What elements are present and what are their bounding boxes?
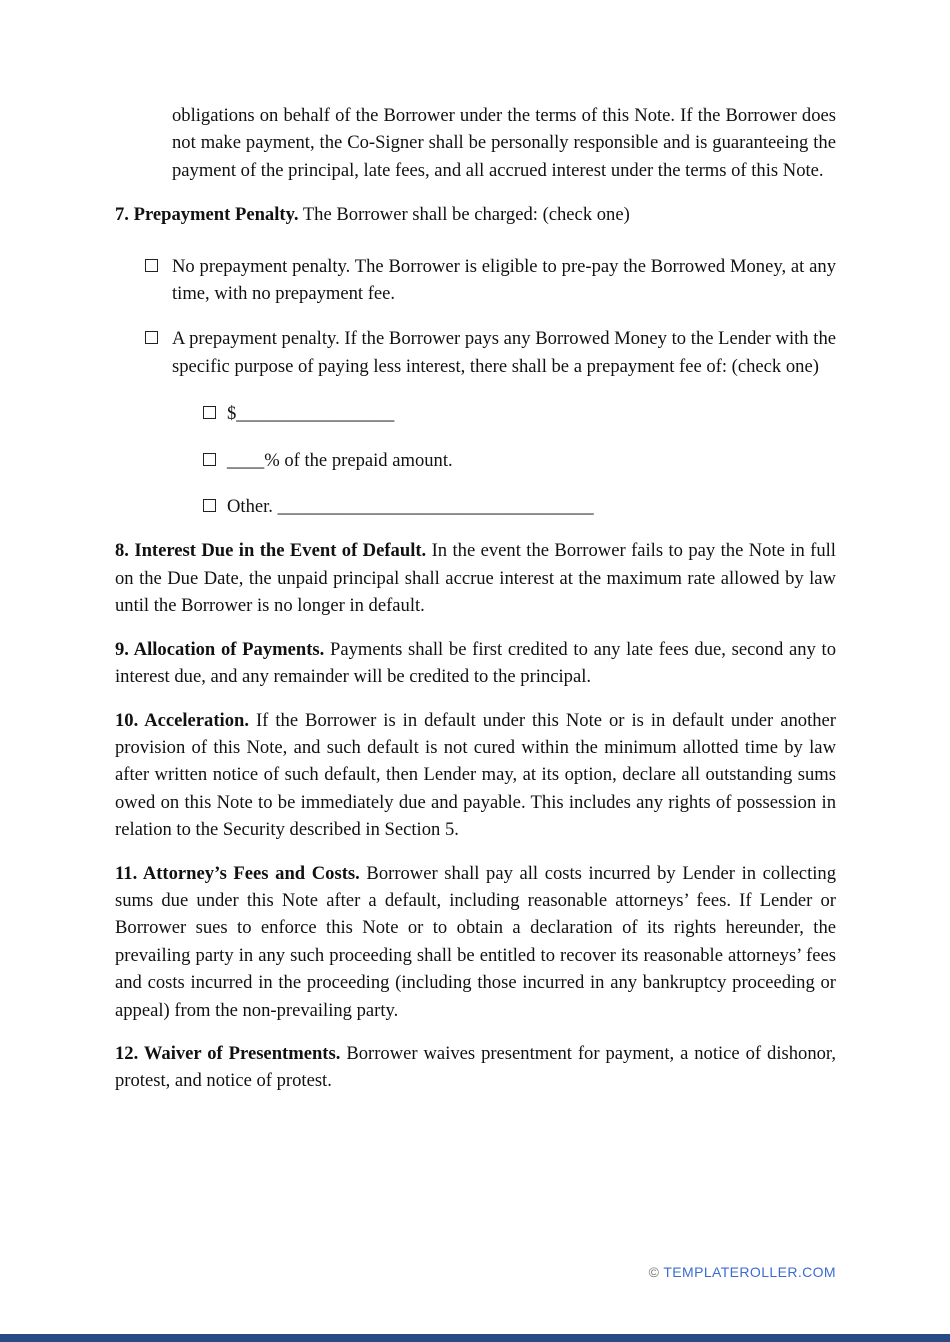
checkbox-icon[interactable] bbox=[203, 453, 216, 466]
copyright-symbol: © bbox=[648, 1264, 660, 1280]
intro-paragraph: obligations on behalf of the Borrower under the terms of this Note. If the Borrower does not make payment, the Co-Signer shall be personally responsible and is guaranteeing the payment of the principal, late fees, and all accrued interest under the terms of this Note. bbox=[172, 105, 836, 181]
templateroller-link[interactable]: TEMPLATEROLLER.COM bbox=[663, 1264, 836, 1280]
section-10-text: If the Borrower is in default under this Note or is in default under another provision of this Note, and such default is not cured within the minimum allotted time by law after written notice of such default, then Lender may, at its option, declare all outstanding sums owed on this Note to be immediately due and payable. This includes any rights of possession in relation to the Security described in Section 5. bbox=[115, 709, 836, 841]
prepayment-option-penalty[interactable] bbox=[115, 325, 836, 380]
section-11-text: Borrower shall pay all costs incurred by Lender in collecting sums due under this Note after a default, including reasonable attorneys’ fees. If Lender or Borrower sues to enforce this Note or to obtain a declaration of its rights hereunder, the prevailing party in any such proceeding shall be entitled to recover its reasonable attorneys’ fees and costs incurred in the proceeding (including those incurred in any bankruptcy proceeding or appeal) from the non-prevailing party. bbox=[115, 862, 836, 1021]
section-11-heading: 11. Attorney’s Fees and Costs. bbox=[115, 862, 360, 884]
fee-option-dollar-label[interactable]: $_________________ bbox=[227, 403, 395, 425]
checkbox-icon[interactable] bbox=[203, 499, 216, 512]
section-9-heading: 9. Allocation of Payments. bbox=[115, 638, 325, 660]
section-10-heading: 10. Acceleration. bbox=[115, 709, 249, 731]
section-8-paragraph bbox=[115, 537, 836, 619]
section-10-paragraph bbox=[115, 707, 836, 844]
section-12-heading: 12. Waiver of Presentments. bbox=[115, 1042, 341, 1064]
checkbox-icon[interactable] bbox=[145, 331, 158, 344]
bottom-bar bbox=[0, 1334, 950, 1342]
checkbox-icon[interactable] bbox=[145, 259, 158, 272]
section-8-heading: 8. Interest Due in the Event of Default. bbox=[115, 540, 427, 562]
fee-option-other[interactable] bbox=[115, 493, 836, 520]
page-footer bbox=[649, 1263, 836, 1281]
section-12-text: Borrower waives presentment for payment, a notice of dishonor, protest, and notice of protest. bbox=[115, 1042, 837, 1092]
fee-option-percent[interactable] bbox=[115, 447, 836, 474]
checkbox-icon[interactable] bbox=[203, 406, 216, 419]
section-12-paragraph bbox=[115, 1040, 836, 1095]
section-7-paragraph bbox=[115, 201, 836, 228]
section-7-heading: 7. Prepayment Penalty. bbox=[115, 204, 299, 226]
section-11-paragraph bbox=[115, 860, 836, 1024]
fee-option-other-label[interactable]: Other. __________________________________ bbox=[227, 496, 594, 518]
prepayment-option-none[interactable] bbox=[115, 253, 836, 308]
fee-option-dollar[interactable] bbox=[115, 400, 836, 427]
prepayment-option-none-label: No prepayment penalty. The Borrower is eligible to pre-pay the Borrowed Money, at any time, with no prepayment fee. bbox=[172, 255, 836, 305]
section-9-text: Payments shall be first credited to any late fees due, second any to interest due, and any remainder will be credited to the principal. bbox=[115, 638, 836, 688]
prepayment-option-penalty-label: A prepayment penalty. If the Borrower pays any Borrowed Money to the Lender with the specific purpose of paying less interest, there shall be a prepayment fee of: (check one) bbox=[172, 328, 836, 377]
fee-option-percent-label[interactable]: ____% of the prepaid amount. bbox=[227, 449, 453, 471]
section-9-paragraph bbox=[115, 636, 836, 691]
section-8-text: In the event the Borrower fails to pay the Note in full on the Due Date, the unpaid principal shall accrue interest at the maximum rate allowed by law until the Borrower is no longer in default. bbox=[115, 540, 836, 617]
section-7-text: The Borrower shall be charged: (check one) bbox=[302, 204, 630, 226]
